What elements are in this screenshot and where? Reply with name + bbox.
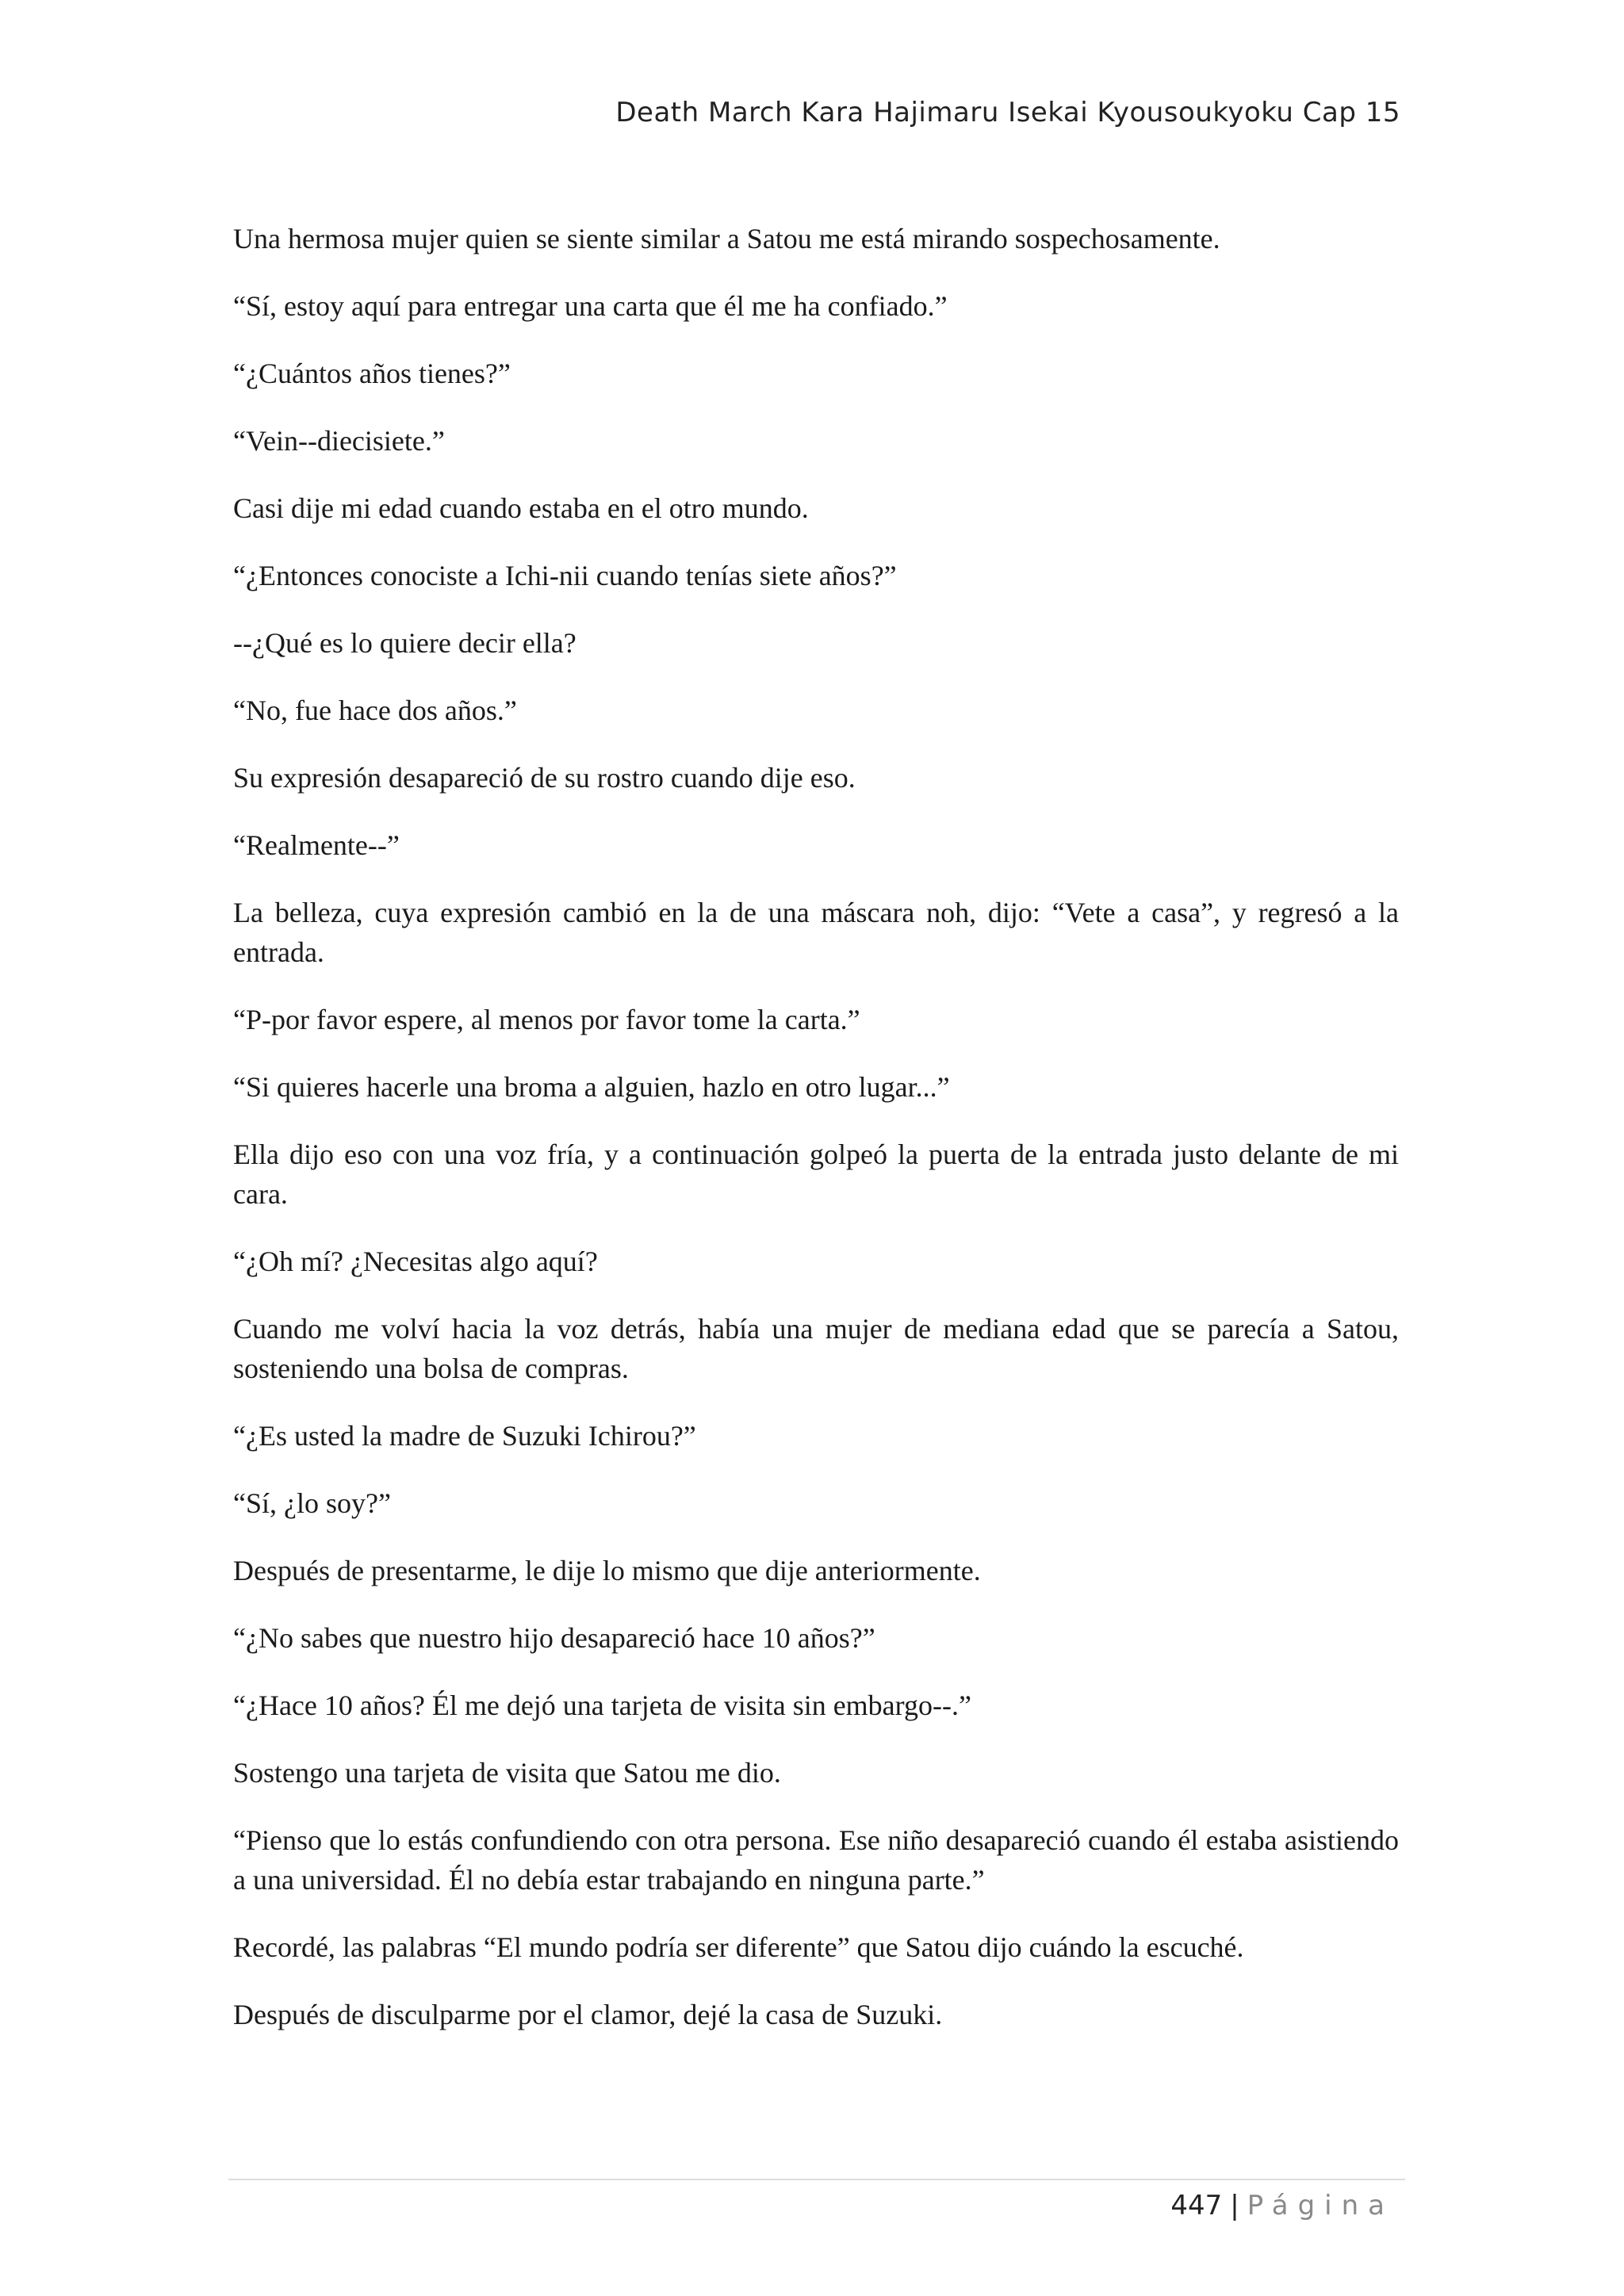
paragraph: “¿Cuántos años tienes?”	[233, 358, 511, 389]
paragraph: “¿Oh mí? ¿Necesitas algo aquí?	[233, 1246, 598, 1277]
paragraph: Casi dije mi edad cuando estaba en el otro mundo.	[233, 492, 809, 524]
page-number: 447	[1170, 2190, 1223, 2221]
paragraph: Después de presentarme, le dije lo mismo que dije anteriormente.	[233, 1555, 981, 1586]
paragraph: La belleza, cuya expresión cambió en la de una máscara noh, dijo: “Vete a casa”, y regresó a la entrada.	[233, 897, 1399, 968]
paragraph: Su expresión desapareció de su rostro cuando dije eso.	[233, 762, 856, 794]
paragraph: “Sí, estoy aquí para entregar una carta que él me ha confiado.”	[233, 290, 948, 322]
page-label: Página	[1247, 2190, 1394, 2221]
paragraph: “¿Entonces conociste a Ichi-nii cuando tenías siete años?”	[233, 560, 897, 591]
paragraph: “No, fue hace dos años.”	[233, 695, 517, 726]
paragraph: “¿No sabes que nuestro hijo desapareció hace 10 años?”	[233, 1622, 875, 1654]
page-header: Death March Kara Hajimaru Isekai Kyousoukyoku Cap 15	[615, 97, 1400, 128]
paragraph: “¿Es usted la madre de Suzuki Ichirou?”	[233, 1420, 696, 1452]
paragraph: “¿Hace 10 años? Él me dejó una tarjeta de visita sin embargo--.”	[233, 1689, 971, 1721]
paragraph: “Si quieres hacerle una broma a alguien, hazlo en otro lugar...”	[233, 1071, 950, 1103]
chapter-text	[233, 219, 1399, 2062]
paragraph: “Realmente--”	[233, 829, 400, 861]
footer-divider	[228, 2179, 1405, 2180]
paragraph: “P-por favor espere, al menos por favor tome la carta.”	[233, 1004, 860, 1035]
paragraph: “Pienso que lo estás confundiendo con otra persona. Ese niño desapareció cuando él estaba asistiendo a una universidad. Él no debía estar trabajando en ninguna parte.”	[233, 1824, 1399, 1896]
paragraph: Recordé, las palabras “El mundo podría ser diferente” que Satou dijo cuándo la escuché.	[233, 1931, 1244, 1963]
paragraph: Cuando me volví hacia la voz detrás, había una mujer de mediana edad que se parecía a Satou, sosteniendo una bolsa de compras.	[233, 1313, 1399, 1384]
paragraph: “Sí, ¿lo soy?”	[233, 1487, 391, 1519]
paragraph: Ella dijo eso con una voz fría, y a continuación golpeó la puerta de la entrada justo delante de mi cara.	[233, 1138, 1399, 1210]
paragraph: “Vein--diecisiete.”	[233, 425, 445, 457]
page-footer	[1170, 2190, 1394, 2221]
paragraph: Después de disculparme por el clamor, dejé la casa de Suzuki.	[233, 1999, 943, 2030]
paragraph: Una hermosa mujer quien se siente similar a Satou me está mirando sospechosamente.	[233, 223, 1220, 254]
paragraph: --¿Qué es lo quiere decir ella?	[233, 627, 576, 659]
footer-separator: |	[1230, 2190, 1239, 2221]
paragraph: Sostengo una tarjeta de visita que Satou me dio.	[233, 1757, 781, 1789]
